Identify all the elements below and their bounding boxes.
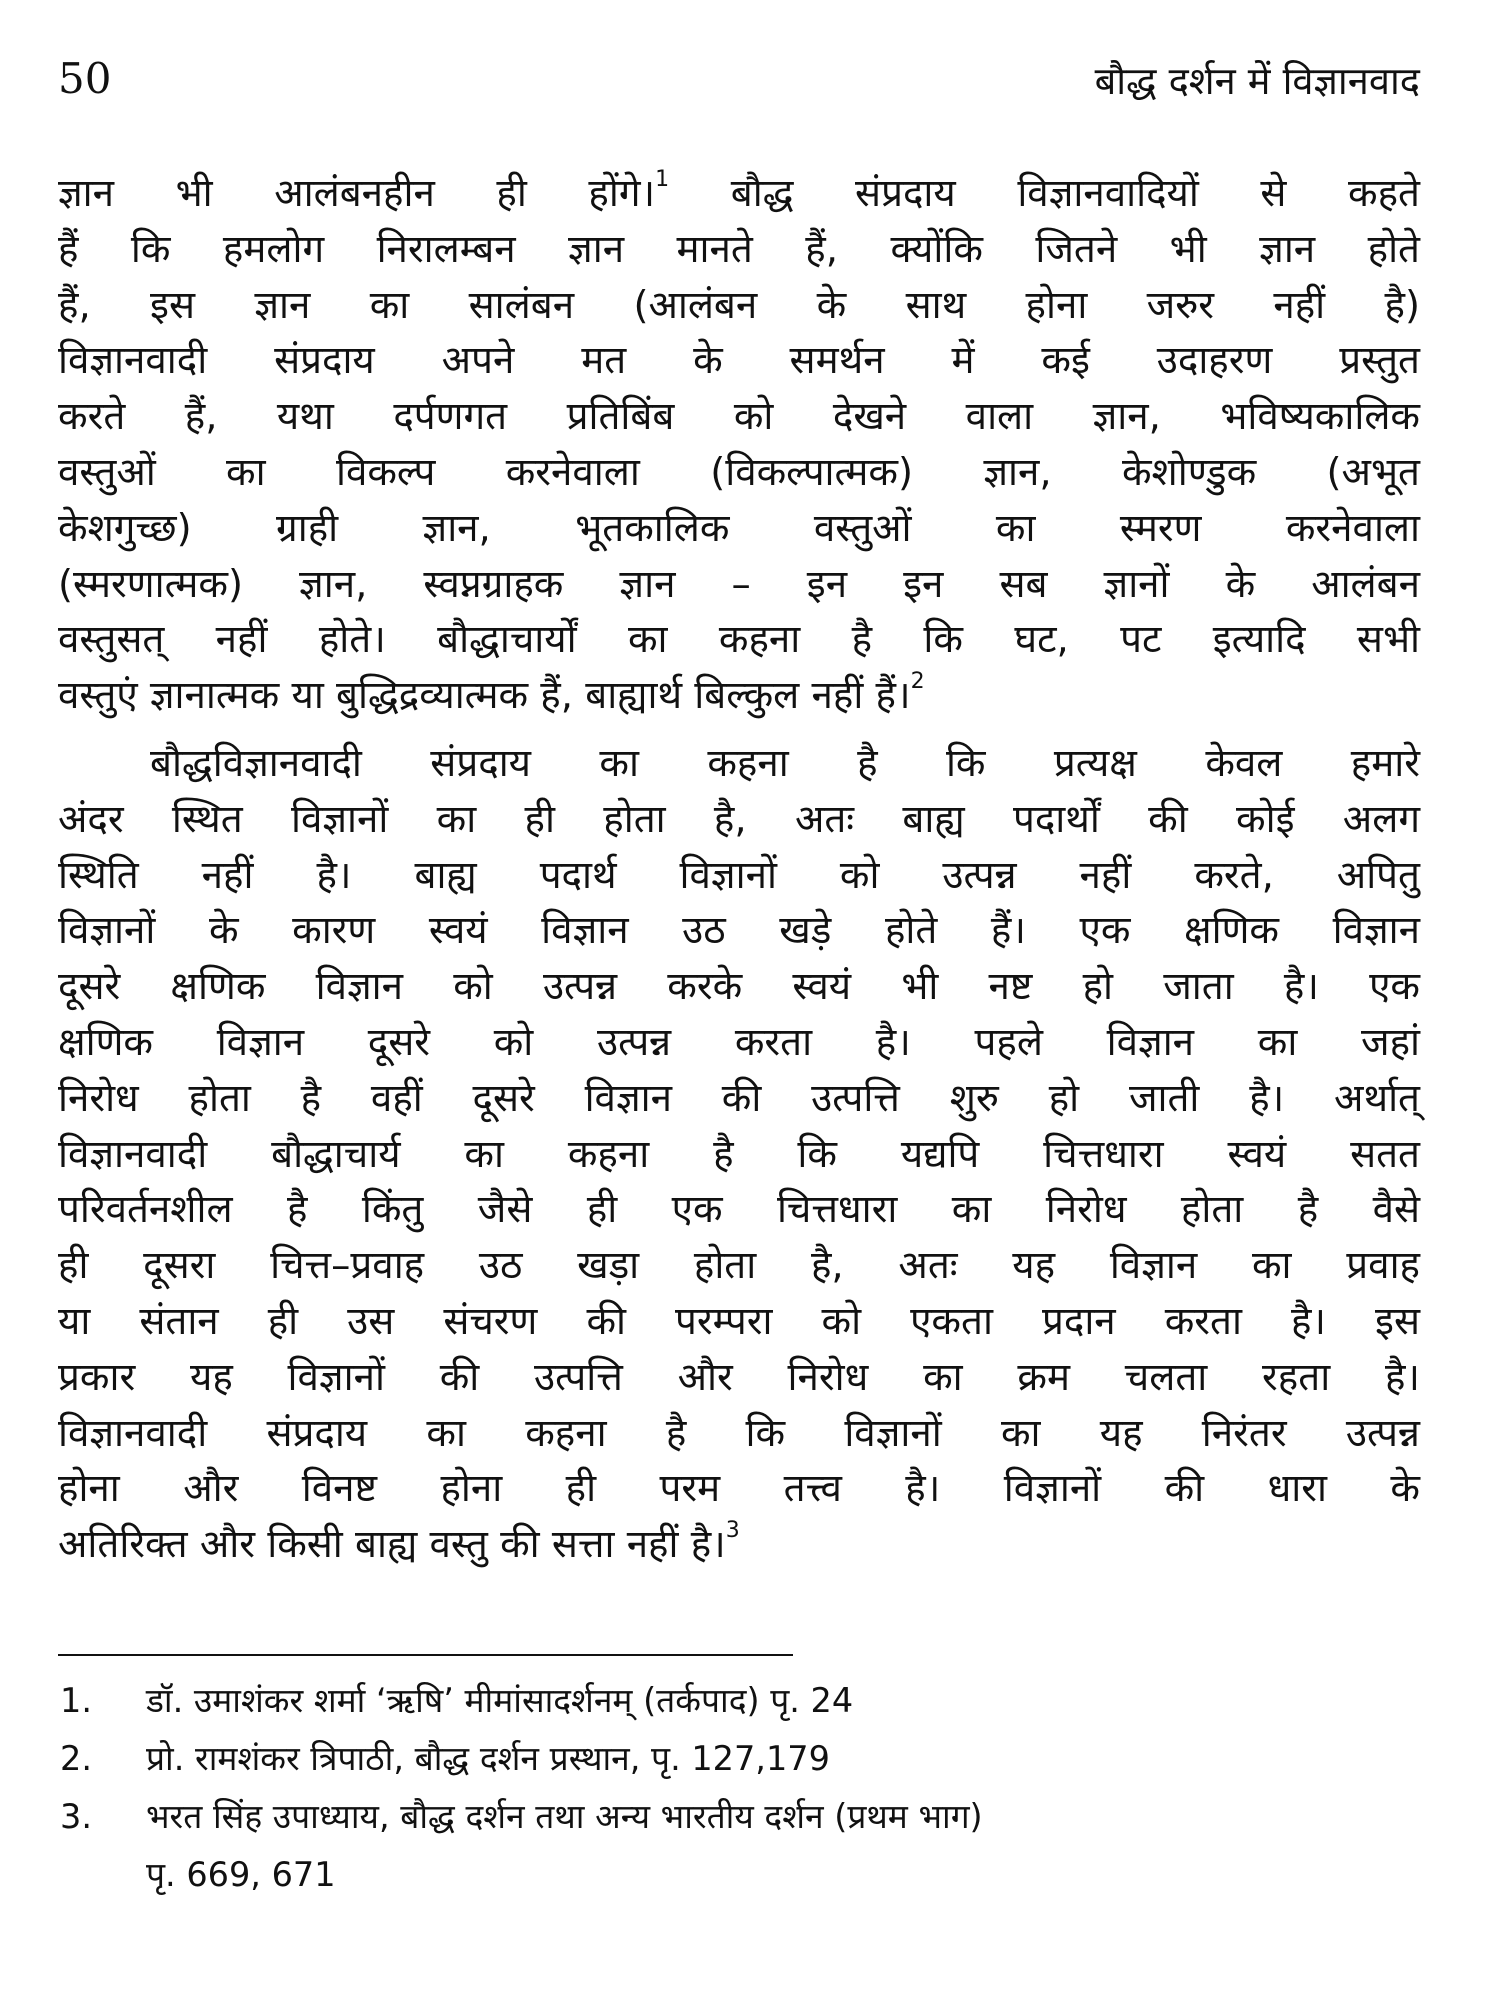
footnote-text: प्रो. रामशंकर त्रिपाठी, बौद्ध दर्शन प्रस्थान, पृ. 127,179 — [146, 1739, 830, 1778]
footnotes — [58, 1672, 1420, 1904]
text-line: वस्तुसत् नहीं होते। बौद्धाचार्यों का कहना है कि घट, पट इत्यादि सभी — [58, 617, 1420, 663]
text-line: बौद्धविज्ञानवादी संप्रदाय का कहना है कि प्रत्यक्ष केवल हमारे — [150, 740, 1420, 786]
paragraph-1 — [58, 166, 1420, 724]
text-line: ही दूसरा चित्त–प्रवाह उठ खड़ा होता है, अतः यह विज्ञान का प्रवाह — [58, 1243, 1420, 1289]
footnote-item — [58, 1788, 1420, 1846]
paragraph-2 — [58, 736, 1420, 1573]
text-line: हैं, इस ज्ञान का सालंबन (आलंबन के साथ होना जरुर नहीं है) — [58, 282, 1420, 328]
footnote-continuation — [58, 1846, 1420, 1904]
text-line: केशगुच्छ) ग्राही ज्ञान, भूतकालिक वस्तुओं का स्मरण करनेवाला — [58, 505, 1420, 551]
text-line: परिवर्तनशील है किंतु जैसे ही एक चित्तधारा का निरोध होता है वैसे — [58, 1187, 1420, 1233]
footnote-number: 1. — [60, 1681, 92, 1720]
document-page — [58, 40, 1420, 1970]
text-line: क्षणिक विज्ञान दूसरे को उत्पन्न करता है। पहले विज्ञान का जहां — [58, 1019, 1420, 1065]
text-line: निरोध होता है वहीं दूसरे विज्ञान की उत्पत्ति शुरु हो जाती है। अर्थात् — [58, 1075, 1420, 1121]
footnote-separator — [58, 1654, 793, 1656]
page-header — [58, 40, 1420, 110]
footnote-text: भरत सिंह उपाध्याय, बौद्ध दर्शन तथा अन्य भारतीय दर्शन (प्रथम भाग) — [146, 1797, 983, 1836]
text-line: विज्ञानवादी बौद्धाचार्य का कहना है कि यद्यपि चित्तधारा स्वयं सतत — [58, 1131, 1420, 1177]
text-line: होना और विनष्ट होना ही परम तत्त्व है। विज्ञानों की धारा के — [58, 1466, 1420, 1512]
footnote-item — [58, 1730, 1420, 1788]
text-line: दूसरे क्षणिक विज्ञान को उत्पन्न करके स्वयं भी नष्ट हो जाता है। एक — [58, 964, 1420, 1010]
text-line: स्थिति नहीं है। बाह्य पदार्थ विज्ञानों को उत्पन्न नहीं करते, अपितु — [58, 852, 1420, 898]
footnote-ref: 1 — [655, 167, 670, 193]
text-line: हैं कि हमलोग निरालम्बन ज्ञान मानते हैं, क्योंकि जितने भी ज्ञान होते — [58, 226, 1420, 272]
page-number: 50 — [58, 54, 112, 103]
text-line: प्रकार यह विज्ञानों की उत्पत्ति और निरोध का क्रम चलता रहता है। — [58, 1354, 1420, 1400]
text-line: (स्मरणात्मक) ज्ञान, स्वप्नग्राहक ज्ञान – इन इन सब ज्ञानों के आलंबन — [58, 561, 1420, 607]
footnote-text: डॉ. उमाशंकर शर्मा ‘ऋषि’ मीमांसादर्शनम् (तर्कपाद) पृ. 24 — [146, 1681, 854, 1720]
footnote-ref: 2 — [910, 669, 925, 695]
footnote-text: पृ. 669, 671 — [146, 1855, 336, 1894]
text-line: वस्तुएं ज्ञानात्मक या बुद्धिद्रव्यात्मक हैं, बाह्यार्थ बिल्कुल नहीं हैं।$^2$ — [58, 669, 925, 719]
footnote-number: 2. — [60, 1739, 92, 1778]
text-line: या संतान ही उस संचरण की परम्परा को एकता प्रदान करता है। इस — [58, 1298, 1420, 1344]
text-line: विज्ञानवादी संप्रदाय अपने मत के समर्थन में कई उदाहरण प्रस्तुत — [58, 338, 1420, 384]
running-title: बौद्ध दर्शन में विज्ञानवाद — [1094, 59, 1420, 103]
footnote-number: 3. — [60, 1797, 92, 1836]
footnote-item — [58, 1672, 1420, 1730]
text-line: अंदर स्थित विज्ञानों का ही होता है, अतः बाह्य पदार्थों की कोई अलग — [58, 796, 1420, 842]
text-line: वस्तुओं का विकल्प करनेवाला (विकल्पात्मक) ज्ञान, केशोण्डुक (अभूत — [58, 449, 1420, 495]
text-line: अतिरिक्त और किसी बाह्य वस्तु की सत्ता नहीं है।$^3$ — [58, 1518, 740, 1568]
text-line: विज्ञानों के कारण स्वयं विज्ञान उठ खड़े होते हैं। एक क्षणिक विज्ञान — [58, 908, 1420, 954]
body-text — [58, 166, 1420, 1573]
text-line: करते हैं, यथा दर्पणगत प्रतिबिंब को देखने वाला ज्ञान, भविष्यकालिक — [58, 394, 1420, 440]
footnote-ref: 3 — [725, 1518, 740, 1544]
text-line: विज्ञानवादी संप्रदाय का कहना है कि विज्ञानों का यह निरंतर उत्पन्न — [58, 1410, 1420, 1456]
text-line: ज्ञान भी आलंबनहीन ही होंगे।$^1$ बौद्ध संप्रदाय विज्ञानवादियों से कहते — [58, 167, 1420, 216]
